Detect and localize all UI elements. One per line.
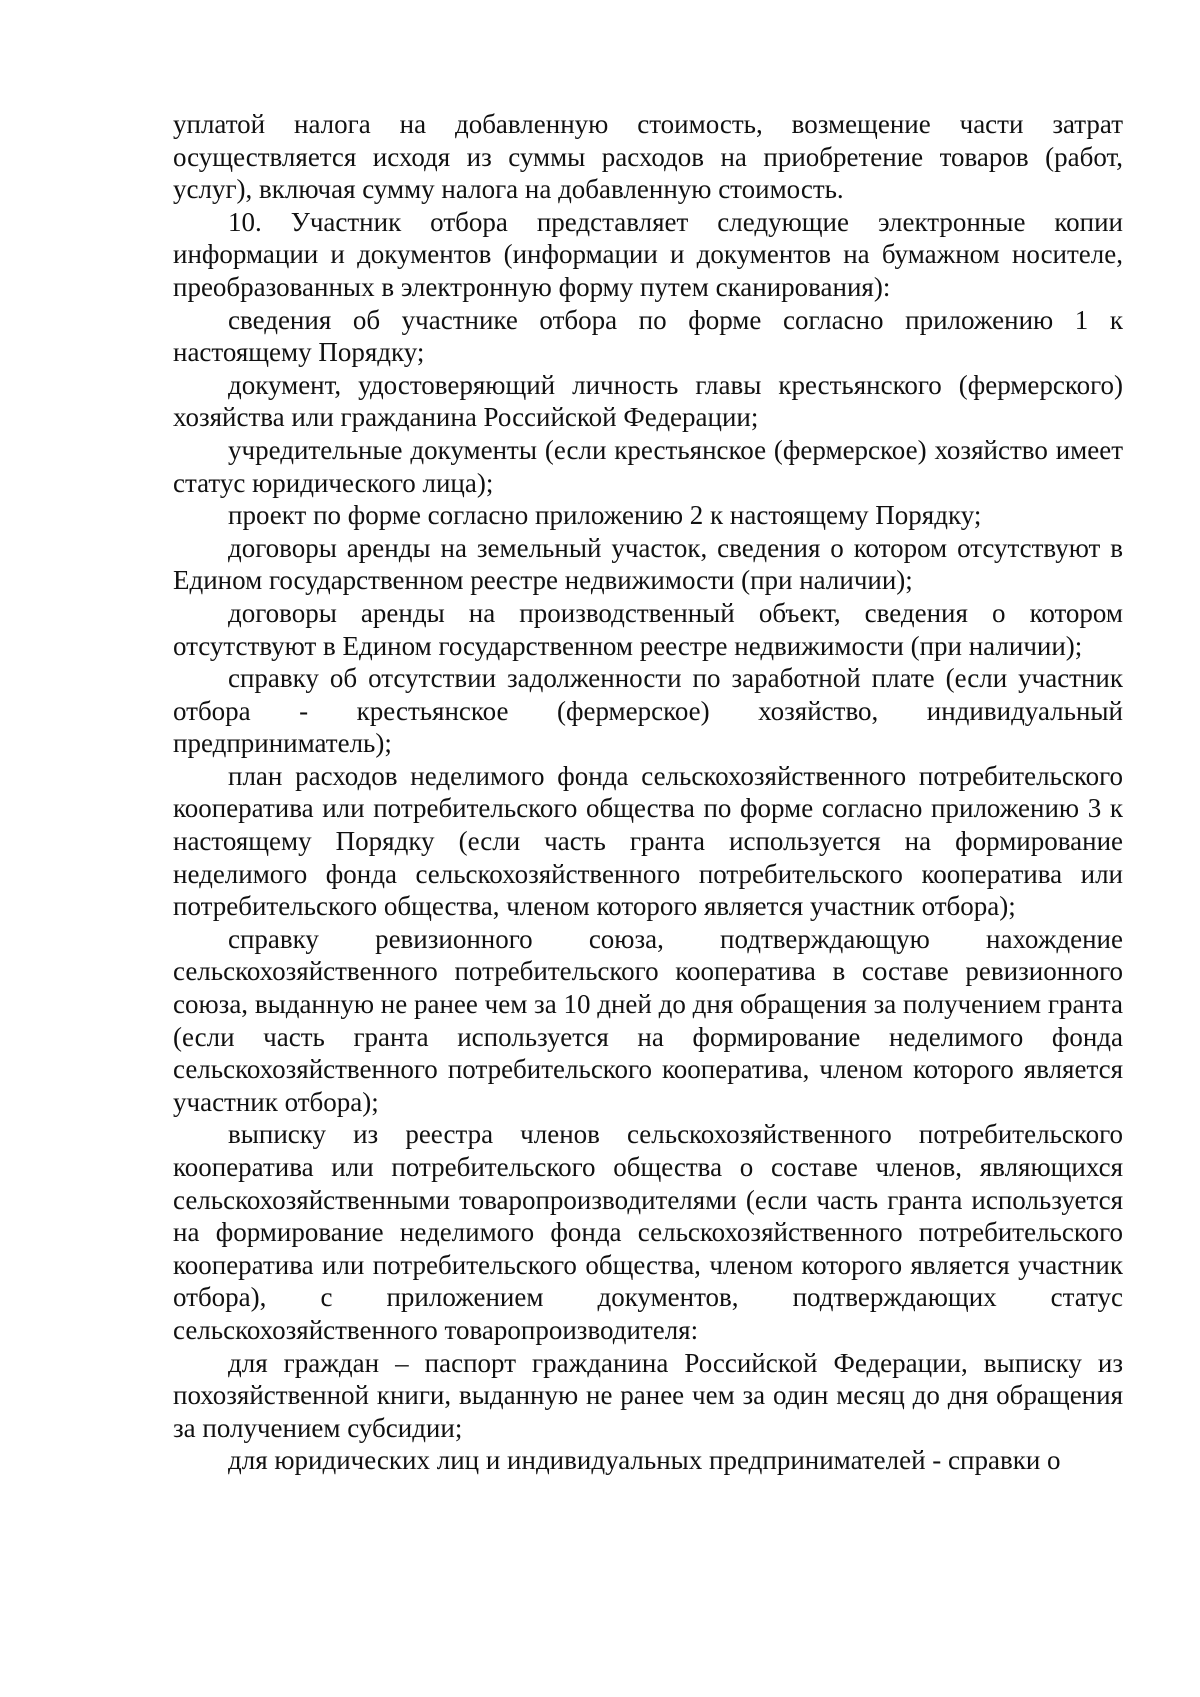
paragraph-for-citizens: для граждан – паспорт гражданина Российской Федерации, выписку из похозяйственной книги, выданную не ранее чем за один месяц до дня обращения за получением субсидии;	[173, 1347, 1123, 1443]
paragraph-audit-union-certificate: справку ревизионного союза, подтверждающую нахождение сельскохозяйственного потребительского кооператива в составе ревизионного союза, выданную не ранее чем за 10 дней до дня обращения за получением гранта (если часть гранта используется на формирование неделимого фонда сельскохозяйственного потребительского кооператива, членом которого является участник отбора);	[173, 923, 1123, 1117]
paragraph-facility-lease: договоры аренды на производственный объект, сведения о котором отсутствуют в Едином государственном реестре недвижимости (при наличии);	[173, 597, 1123, 661]
paragraph-for-legal-entities: для юридических лиц и индивидуальных предпринимателей - справки о	[228, 1445, 1061, 1476]
paragraph-members-register: выписку из реестра членов сельскохозяйственного потребительского кооператива или потребительского общества о составе членов, являющихся сельскохозяйственными товаропроизводителями (если часть гранта используется на формирование неделимого фонда сельскохозяйственного потребительского кооператива или потребительского общества, членом которого является участник отбора), с приложением документов, подтверждающих статус сельскохозяйственного товаропроизводителя:	[173, 1119, 1123, 1345]
paragraph-participant-info: сведения об участнике отбора по форме согласно приложению 1 к настоящему Порядку;	[173, 304, 1123, 368]
paragraph-founding-documents: учредительные документы (если крестьянское (фермерское) хозяйство имеет статус юридического лица);	[173, 434, 1123, 498]
paragraph-land-lease: договоры аренды на земельный участок, сведения о котором отсутствуют в Едином государственном реестре недвижимости (при наличии);	[173, 532, 1123, 596]
paragraph-project-form: проект по форме согласно приложению 2 к настоящему Порядку;	[228, 500, 982, 531]
paragraph-identity-document: документ, удостоверяющий личность главы крестьянского (фермерского) хозяйства или гражданина Российской Федерации;	[173, 369, 1123, 433]
paragraph-salary-debt-certificate: справку об отсутствии задолженности по заработной плате (если участник отбора - крестьянское (фермерское) хозяйство, индивидуальный предприниматель);	[173, 663, 1123, 759]
document-page	[173, 108, 1123, 1477]
paragraph-expense-plan: план расходов неделимого фонда сельскохозяйственного потребительского кооператива или потребительского общества по форме согласно приложению 3 к настоящему Порядку (если часть гранта используется на формирование неделимого фонда сельскохозяйственного потребительского кооператива или потребительского общества, членом которого является участник отбора);	[173, 760, 1123, 922]
paragraph-item-10: 10. Участник отбора представляет следующие электронные копии информации и документов (информации и документов на бумажном носителе, преобразованных в электронную форму путем сканирования):	[173, 206, 1123, 302]
paragraph-vat-continuation: уплатой налога на добавленную стоимость, возмещение части затрат осуществляется исходя из суммы расходов на приобретение товаров (работ, услуг), включая сумму налога на добавленную стоимость.	[173, 109, 1123, 205]
